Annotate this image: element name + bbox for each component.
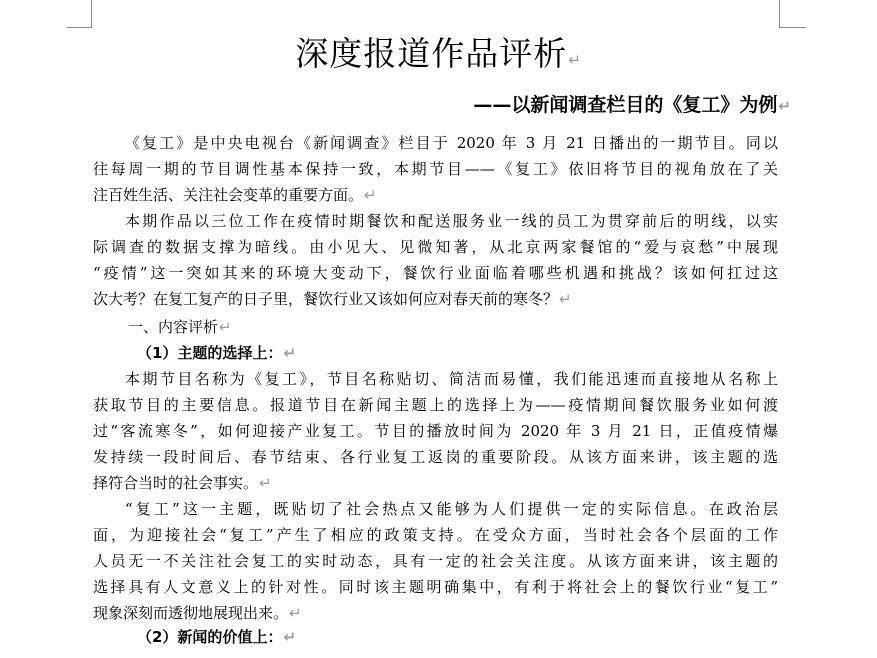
body-line: 注百姓生活、关注社会变革的重要方面。↵: [93, 186, 377, 204]
body-line: 择符合当时的社会事实。↵: [93, 474, 272, 492]
body-line: 本期节目名称为《复工》，节目名称贴切、简洁而易懂，我们能迅速而直接地从名称上: [125, 370, 778, 388]
section-heading: 一、内容评析↵: [128, 318, 232, 336]
crop-mark-right-vertical: [779, 0, 780, 28]
body-line: 次大考？在复工复产的日子里，餐饮行业又该如何应对春天前的寒冬？↵: [93, 290, 572, 308]
paragraph-mark-icon: ↵: [778, 97, 791, 115]
body-line: 本期作品以三位工作在疫情时期餐饮和配送服务业一线的员工为贯穿前后的明线，以实: [125, 212, 778, 230]
body-line: 获取节目的主要信息。报道节目在新闻主题上的选择上为——疫情期间餐饮服务业如何渡: [93, 396, 778, 414]
paragraph-mark-icon: ↵: [289, 604, 302, 622]
body-line: 发持续一段时间后、春节结束、各行业复工返岗的重要阶段。从该方面来讲，该主题的选: [93, 448, 778, 466]
body-line: 《复工》是中央电视台《新闻调查》栏目于 2020 年 3 月 21 日播出的一期节目。同以: [125, 134, 778, 152]
paragraph-mark-icon: ↵: [219, 318, 232, 336]
crop-mark-left-horizontal: [67, 27, 92, 28]
crop-mark-left-vertical: [91, 0, 92, 28]
document-subtitle: ——以新闻调查栏目的《复工》为例↵: [473, 94, 791, 116]
body-line: 际调查的数据支撑为暗线。由小见大、见微知著，从北京两家餐馆的“爱与哀愁”中展现: [93, 238, 778, 256]
paragraph-mark-icon: ↵: [559, 290, 572, 308]
body-line: 选择具有人文意义上的针对性。同时该主题明确集中，有利于将社会上的餐饮行业“复工”: [93, 578, 778, 596]
paragraph-mark-icon: ↵: [259, 474, 272, 492]
paragraph-mark-icon: ↵: [568, 51, 582, 69]
paragraph-mark-icon: ↵: [283, 628, 297, 646]
crop-mark-right-horizontal: [779, 27, 806, 28]
body-line: 人员无一不关注社会复工的实时动态，具有一定的社会关注度。从该方面来讲，该主题的: [93, 552, 778, 570]
subsection-heading: （2）新闻的价值上：↵: [137, 628, 297, 646]
body-line: 现象深刻而透彻地展现出来。↵: [93, 604, 302, 622]
body-line: “复工”这一主题，既贴切了社会热点又能够为人们提供一定的实际信息。在政治层: [125, 500, 778, 518]
subsection-heading: （1）主题的选择上：↵: [137, 344, 297, 362]
body-line: “疫情”这一突如其来的环境大变动下，餐饮行业面临着哪些机遇和挑战？该如何扛过这: [93, 264, 778, 282]
body-line: 过“客流寒冬”，如何迎接产业复工。节目的播放时间为 2020 年 3 月 21 日，正值疫情爆: [93, 422, 778, 440]
body-line: 面，为迎接社会“复工”产生了相应的政策支持。在受众方面，当时社会各个层面的工作: [93, 526, 778, 544]
paragraph-mark-icon: ↵: [283, 344, 297, 362]
paragraph-mark-icon: ↵: [364, 186, 377, 204]
document-title: 深度报道作品评析↵: [295, 34, 582, 73]
body-line: 往每周一期的节目调性基本保持一致，本期节目——《复工》依旧将节目的视角放在了关: [93, 160, 778, 178]
